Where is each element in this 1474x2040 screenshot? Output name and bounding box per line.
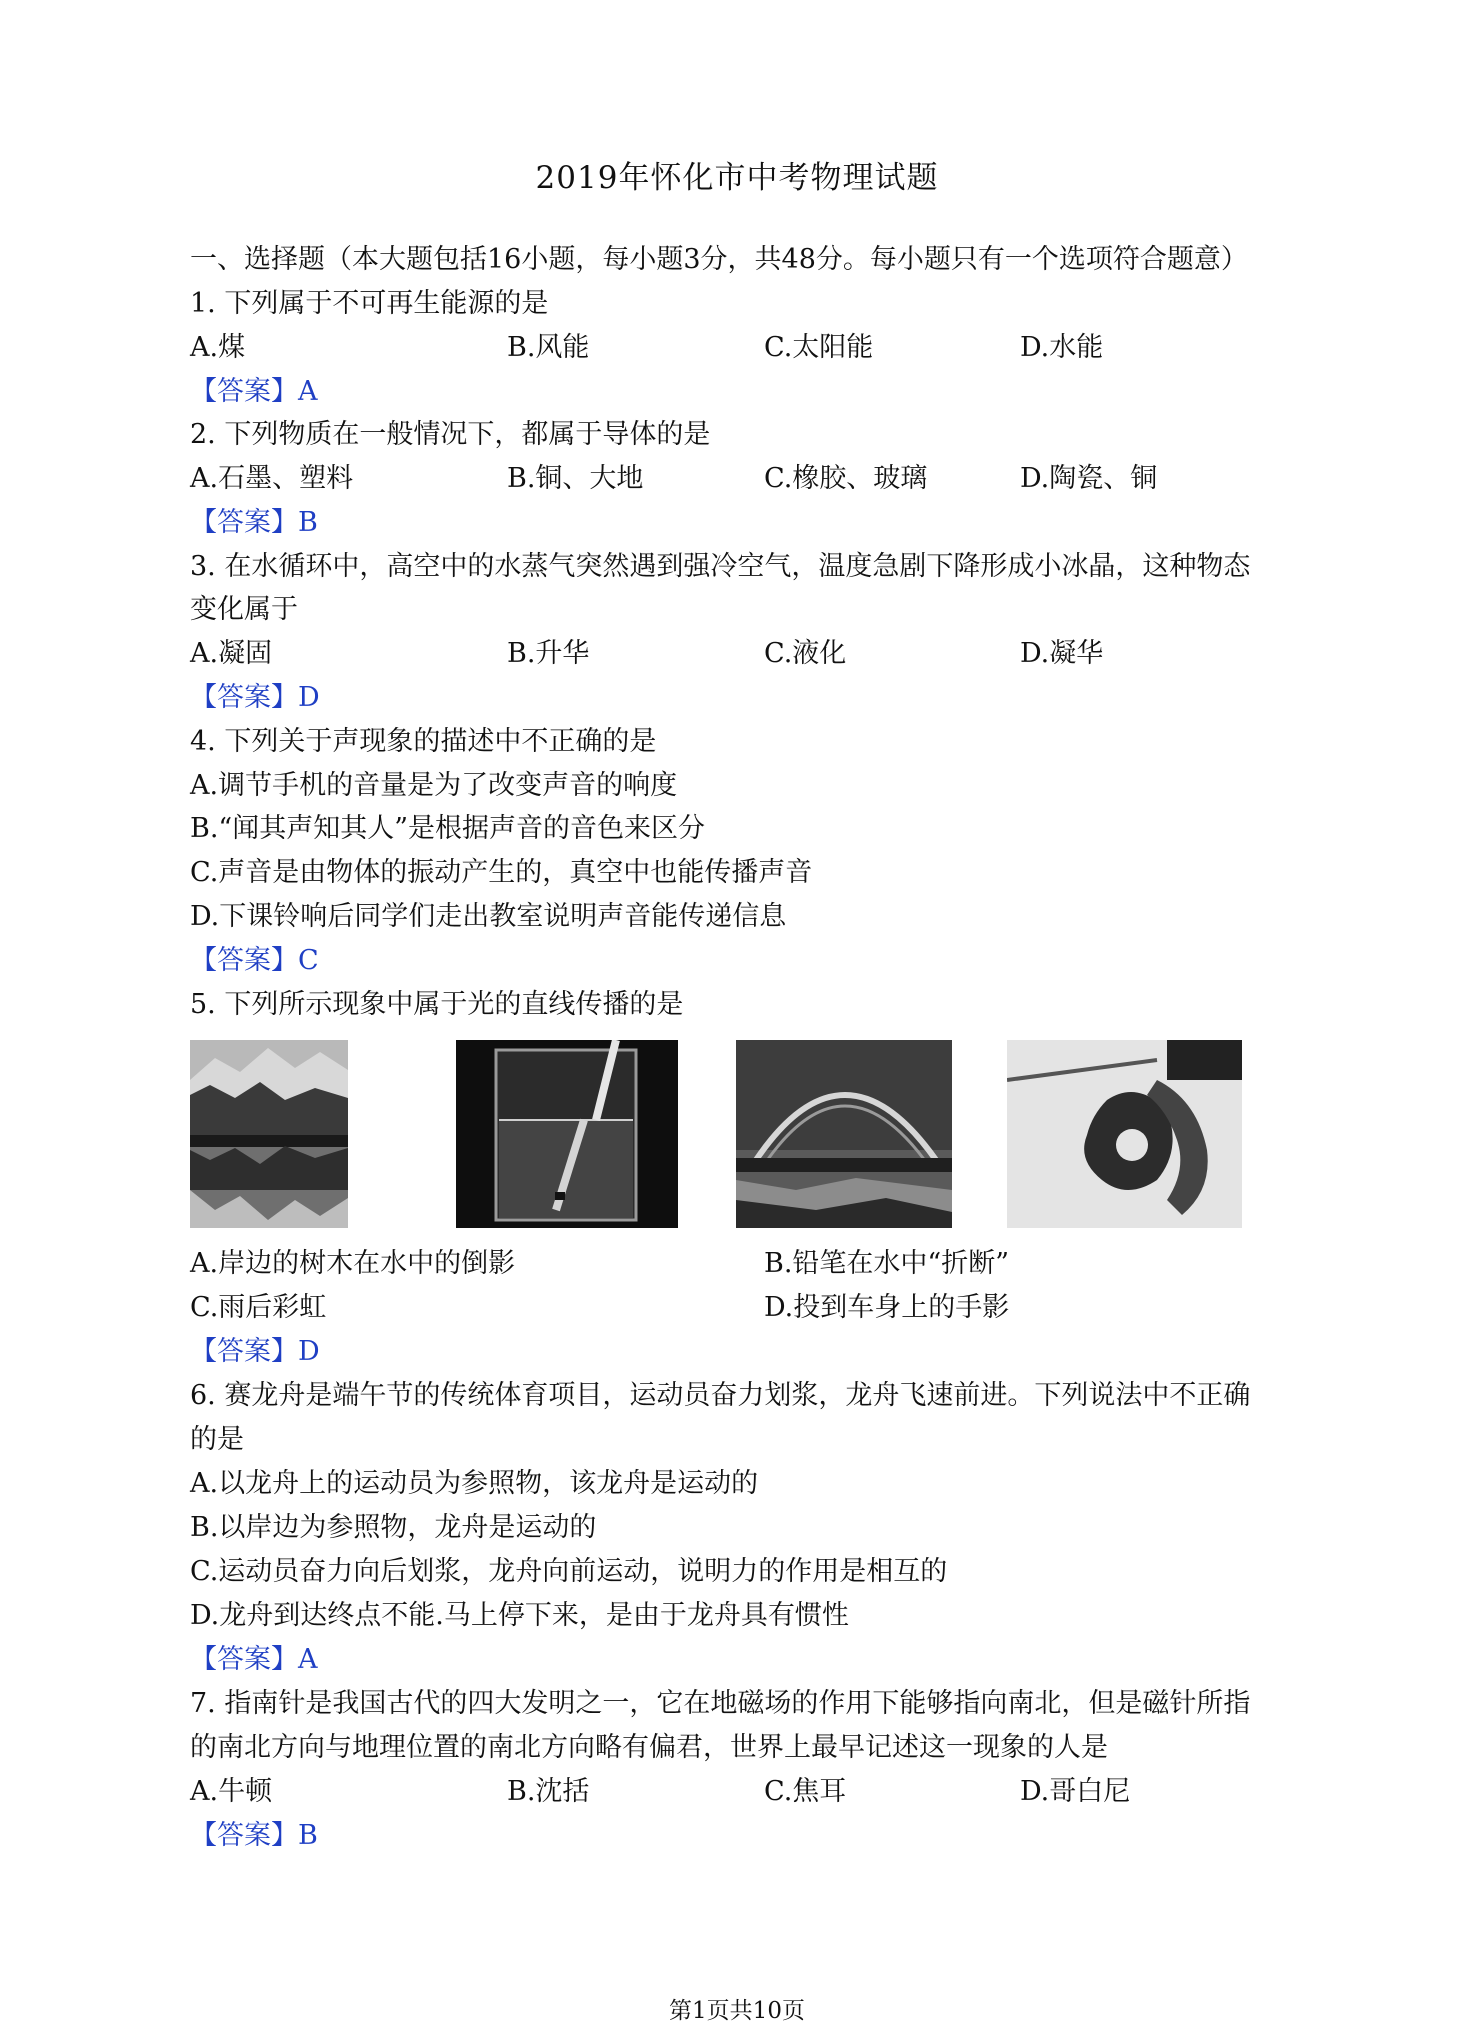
question-3-option-c: C.液化 xyxy=(764,638,847,669)
question-1-option-d: D.水能 xyxy=(1020,332,1104,363)
question-1-option-b: B.风能 xyxy=(507,332,590,363)
question-3-option-a: A.凝固 xyxy=(190,638,273,669)
question-6-stem: 6. 赛龙舟是端午节的传统体育项目，运动员奋力划浆，龙舟飞速前进。下列说法中不正确 xyxy=(190,1380,1251,1411)
rainbow-image xyxy=(736,1040,952,1228)
question-7-answer: 【答案】B xyxy=(190,1820,318,1851)
question-2-option-d: D.陶瓷、铜 xyxy=(1020,463,1158,494)
question-6-stem-continued: 的是 xyxy=(190,1424,244,1455)
question-3-option-b: B.升华 xyxy=(507,638,590,669)
question-7-option-a: A.牛顿 xyxy=(190,1776,273,1807)
question-4-answer: 【答案】C xyxy=(190,945,319,976)
question-4-stem: 4. 下列关于声现象的描述中不正确的是 xyxy=(190,726,657,757)
question-7-stem-continued: 的南北方向与地理位置的南北方向略有偏君，世界上最早记述这一现象的人是 xyxy=(190,1732,1108,1763)
question-1-answer: 【答案】A xyxy=(190,376,318,407)
question-6-answer: 【答案】A xyxy=(190,1644,318,1675)
question-3-stem: 3. 在水循环中，高空中的水蒸气突然遇到强冷空气，温度急剧下降形成小冰晶，这种物态 xyxy=(190,551,1251,582)
question-3-option-d: D.凝华 xyxy=(1020,638,1104,669)
photo-pencil-in-water xyxy=(456,1040,678,1228)
page-footer: 第1页共10页 xyxy=(669,1998,805,2024)
question-5-stem: 5. 下列所示现象中属于光的直线传播的是 xyxy=(190,989,684,1020)
question-5-option-d: D.投到车身上的手影 xyxy=(764,1292,1010,1323)
section-heading: 一、选择题（本大题包括16小题，每小题3分，共48分。每小题只有一个选项符合题意） xyxy=(190,244,1248,275)
question-5-answer: 【答案】D xyxy=(190,1336,320,1367)
question-1-option-a: A.煤 xyxy=(190,332,246,363)
question-5-option-b: B.铅笔在水中“折断” xyxy=(764,1248,1010,1279)
question-3-answer: 【答案】D xyxy=(190,682,320,713)
question-4-option-c: C.声音是由物体的振动产生的，真空中也能传播声音 xyxy=(190,857,813,888)
page-title: 2019年怀化市中考物理试题 xyxy=(535,160,939,196)
question-5-option-a: A.岸边的树木在水中的倒影 xyxy=(190,1248,516,1279)
photo-lake-reflection xyxy=(190,1040,348,1228)
question-3-stem-continued: 变化属于 xyxy=(190,594,298,625)
question-7-option-b: B.沈括 xyxy=(507,1776,590,1807)
question-2-answer: 【答案】B xyxy=(190,507,318,538)
question-4-option-d: D.下课铃响后同学们走出教室说明声音能传递信息 xyxy=(190,901,787,932)
question-7-option-c: C.焦耳 xyxy=(764,1776,847,1807)
question-7-option-d: D.哥白尼 xyxy=(1020,1776,1131,1807)
question-2-option-a: A.石墨、塑料 xyxy=(190,463,354,494)
hand-shadow-image xyxy=(1007,1040,1242,1228)
question-6-option-a: A.以龙舟上的运动员为参照物，该龙舟是运动的 xyxy=(190,1468,759,1499)
pencil-in-water-image xyxy=(456,1040,678,1228)
question-2-option-b: B.铜、大地 xyxy=(507,463,644,494)
question-2-option-c: C.橡胶、玻璃 xyxy=(764,463,928,494)
lake-reflection-image xyxy=(190,1040,348,1228)
question-4-option-b: B.“闻其声知其人”是根据声音的音色来区分 xyxy=(190,813,706,844)
question-5-option-c: C.雨后彩虹 xyxy=(190,1292,327,1323)
question-6-option-c: C.运动员奋力向后划浆，龙舟向前运动，说明力的作用是相互的 xyxy=(190,1556,948,1587)
question-1-stem: 1. 下列属于不可再生能源的是 xyxy=(190,288,549,319)
photo-hand-shadow xyxy=(1007,1040,1242,1228)
photo-rainbow xyxy=(736,1040,952,1228)
question-2-stem: 2. 下列物质在一般情况下，都属于导体的是 xyxy=(190,419,711,450)
question-7-stem: 7. 指南针是我国古代的四大发明之一，它在地磁场的作用下能够指向南北，但是磁针所指 xyxy=(190,1688,1251,1719)
question-1-option-c: C.太阳能 xyxy=(764,332,874,363)
question-6-option-d: D.龙舟到达终点不能.马上停下来，是由于龙舟具有惯性 xyxy=(190,1600,849,1631)
question-6-option-b: B.以岸边为参照物，龙舟是运动的 xyxy=(190,1512,597,1543)
question-4-option-a: A.调节手机的音量是为了改变声音的响度 xyxy=(190,770,678,801)
